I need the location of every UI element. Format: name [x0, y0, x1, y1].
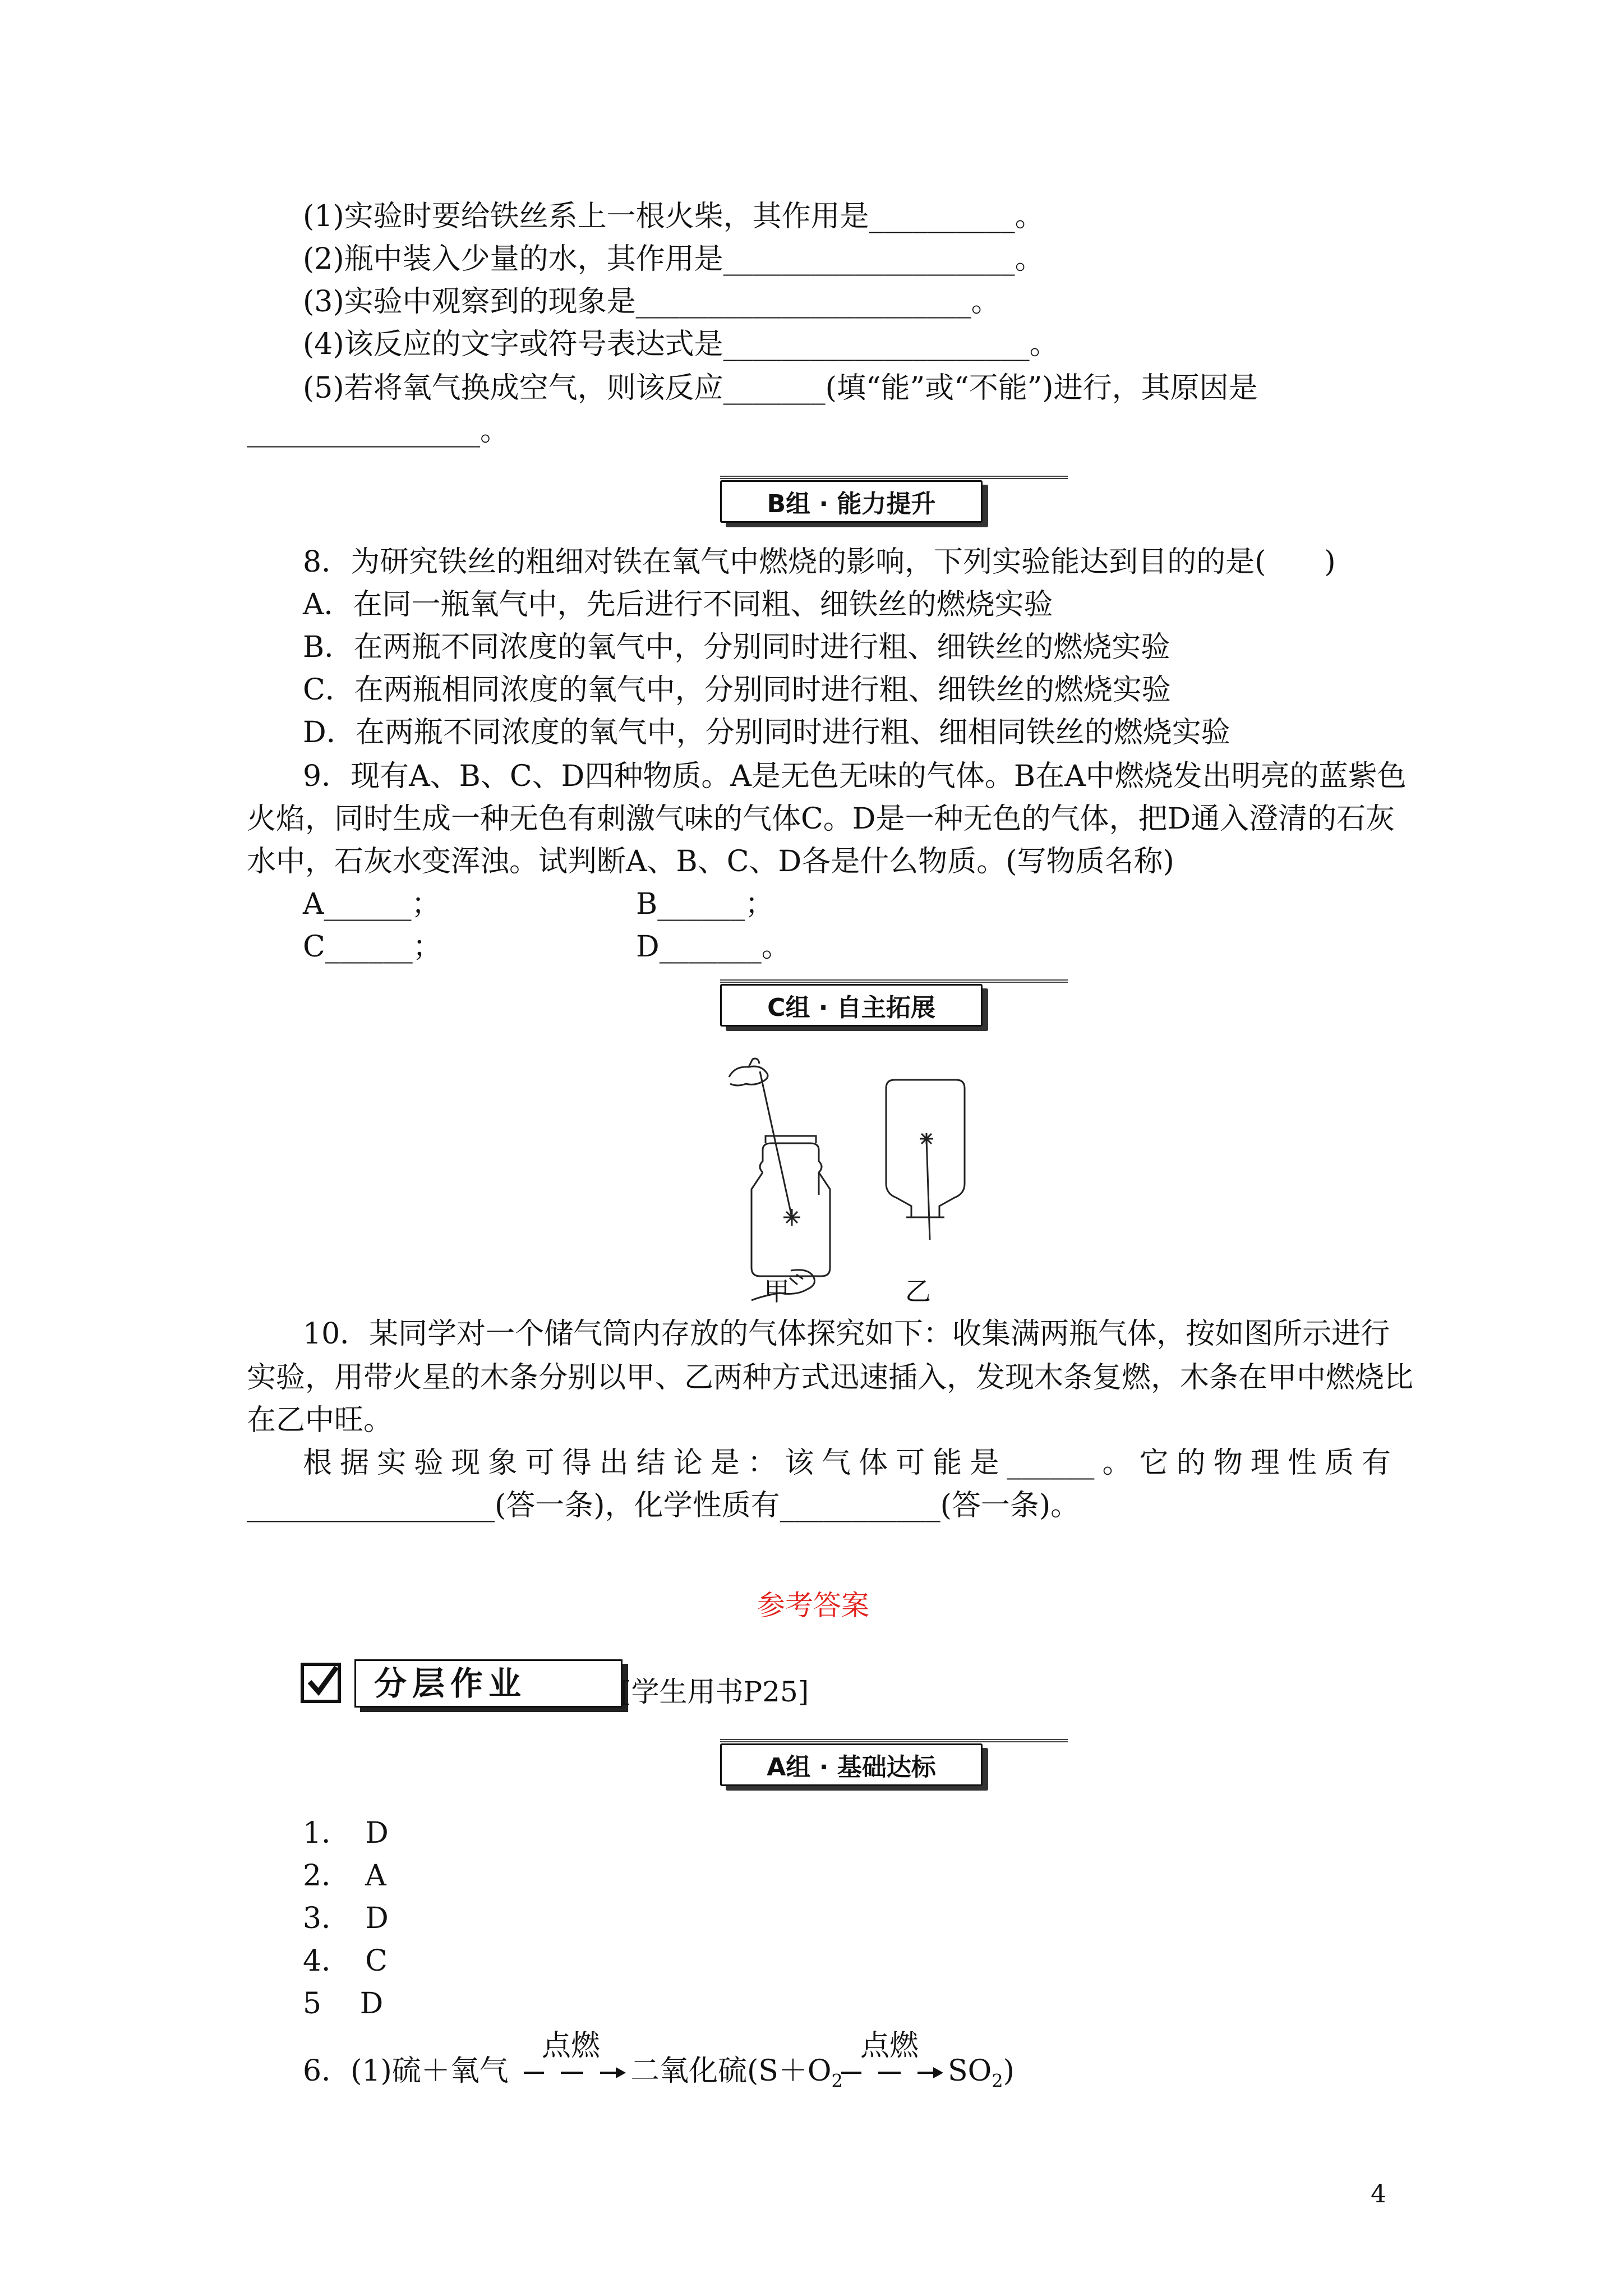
q8-option: D．在两瓶不同浓度的氧气中，分别同时进行粗、细相同铁丝的燃烧实验	[303, 716, 1230, 749]
answer-item: 5 D	[303, 1987, 384, 2021]
question-line: (5)若将氧气换成空气，则该反应_______(填“能”或“不能”)进行，其原因是	[303, 371, 1258, 405]
q10-line: _________________(答一条)，化学性质有___________(答一条)。	[247, 1489, 1080, 1522]
bottle-jia	[729, 1059, 830, 1300]
answer-item: 1． D	[303, 1816, 389, 1850]
question-line: (3)实验中观察到的现象是_______________________。	[303, 285, 1000, 319]
q9-line: 水中，石灰水变浑浊。试判断A、B、C、D各是什么物质。(写物质名称)	[247, 845, 1174, 878]
question-line: (4)该反应的文字或符号表达式是_____________________。	[303, 328, 1059, 361]
spark-icon	[920, 1133, 933, 1144]
answer6-middle-text: 二氧化硫(S＋O	[630, 2054, 832, 2088]
q9-blank-c: C______；	[303, 930, 442, 964]
banner-rule	[720, 476, 1068, 479]
q10-line: 10．某同学对一个储气筒内存放的气体探究如下：收集满两瓶气体，按如图所示进行	[303, 1317, 1390, 1351]
page-number: 4	[1371, 2180, 1386, 2208]
figure-label-yi: 乙	[905, 1276, 931, 1306]
question-line: (1)实验时要给铁丝系上一根火柴，其作用是__________。	[303, 200, 1044, 233]
figure-label-jia: 甲	[764, 1276, 790, 1306]
q10-line: 根据实验现象可得出结论是：该气体可能是______。它的物理性质有	[303, 1446, 1391, 1480]
reaction-condition: 点燃	[542, 2029, 601, 2063]
answer6-suffix: )	[1003, 2054, 1015, 2088]
answer6-prefix: 6．(1)硫＋氧气	[303, 2054, 509, 2088]
reaction-condition-2: 点燃	[860, 2029, 919, 2063]
answer6-middle	[630, 2053, 843, 2099]
group-a-banner	[720, 1743, 983, 1786]
q9-blank-a: A______；	[303, 887, 441, 921]
spark-icon	[783, 1209, 800, 1226]
answers-title: 参考答案	[757, 1589, 869, 1622]
experiment-figure	[718, 1055, 1032, 1301]
q9-line: 火焰，同时生成一种无色有刺激气味的气体C。D是一种无色的气体，把D通入澄清的石灰	[247, 802, 1395, 836]
group-c-title: C组 · 自主拓展	[767, 993, 935, 1022]
banner-rule	[720, 979, 1068, 983]
group-b-title: B组 · 能力提升	[767, 490, 936, 518]
q8-option: C．在两瓶相同浓度的氧气中，分别同时进行粗、细铁丝的燃烧实验	[303, 673, 1171, 707]
answer6-product-text: SO	[948, 2054, 992, 2088]
banner-rule	[720, 1739, 1068, 1742]
q9-blank-d: D_______。	[636, 930, 791, 964]
bottle-yi	[886, 1080, 965, 1240]
answer-item: 2． A	[303, 1859, 386, 1893]
homework-label: 分层作业	[354, 1659, 623, 1708]
group-b-banner	[720, 480, 983, 523]
group-a-title: A组 · 基础达标	[767, 1753, 936, 1782]
q8-option: B．在两瓶不同浓度的氧气中，分别同时进行粗、细铁丝的燃烧实验	[303, 631, 1170, 664]
question-line: ________________。	[247, 414, 510, 448]
answer6-sub: 2	[831, 2070, 843, 2092]
q9-blank-b: B______；	[636, 887, 774, 921]
question-line: (2)瓶中装入少量的水，其作用是____________________。	[303, 242, 1044, 276]
reaction-arrow-icon	[522, 2064, 628, 2081]
homework-reference: [学生用书P25]	[620, 1676, 809, 1708]
reaction-arrow-icon	[839, 2064, 946, 2081]
answer6-product-sub: 2	[992, 2070, 1003, 2092]
answer-item: 3． D	[303, 1902, 389, 1935]
q8-option: A．在同一瓶氧气中，先后进行不同粗、细铁丝的燃烧实验	[303, 588, 1053, 622]
q9-line: 9．现有A、B、C、D四种物质。A是无色无味的气体。B在A中燃烧发出明亮的蓝紫色	[303, 760, 1407, 793]
answer-item: 4． C	[303, 1944, 388, 1978]
q10-line: 实验，用带火星的木条分别以甲、乙两种方式迅速插入，发现木条复燃，木条在甲中燃烧比	[247, 1361, 1414, 1395]
group-c-banner	[720, 984, 983, 1027]
q10-line: 在乙中旺。	[247, 1404, 393, 1437]
q8-stem: 8．为研究铁丝的粗细对铁在氧气中燃烧的影响，下列实验能达到目的的是( )	[303, 545, 1336, 579]
answer6-product	[948, 2053, 1015, 2099]
checkbox-icon	[301, 1663, 341, 1703]
